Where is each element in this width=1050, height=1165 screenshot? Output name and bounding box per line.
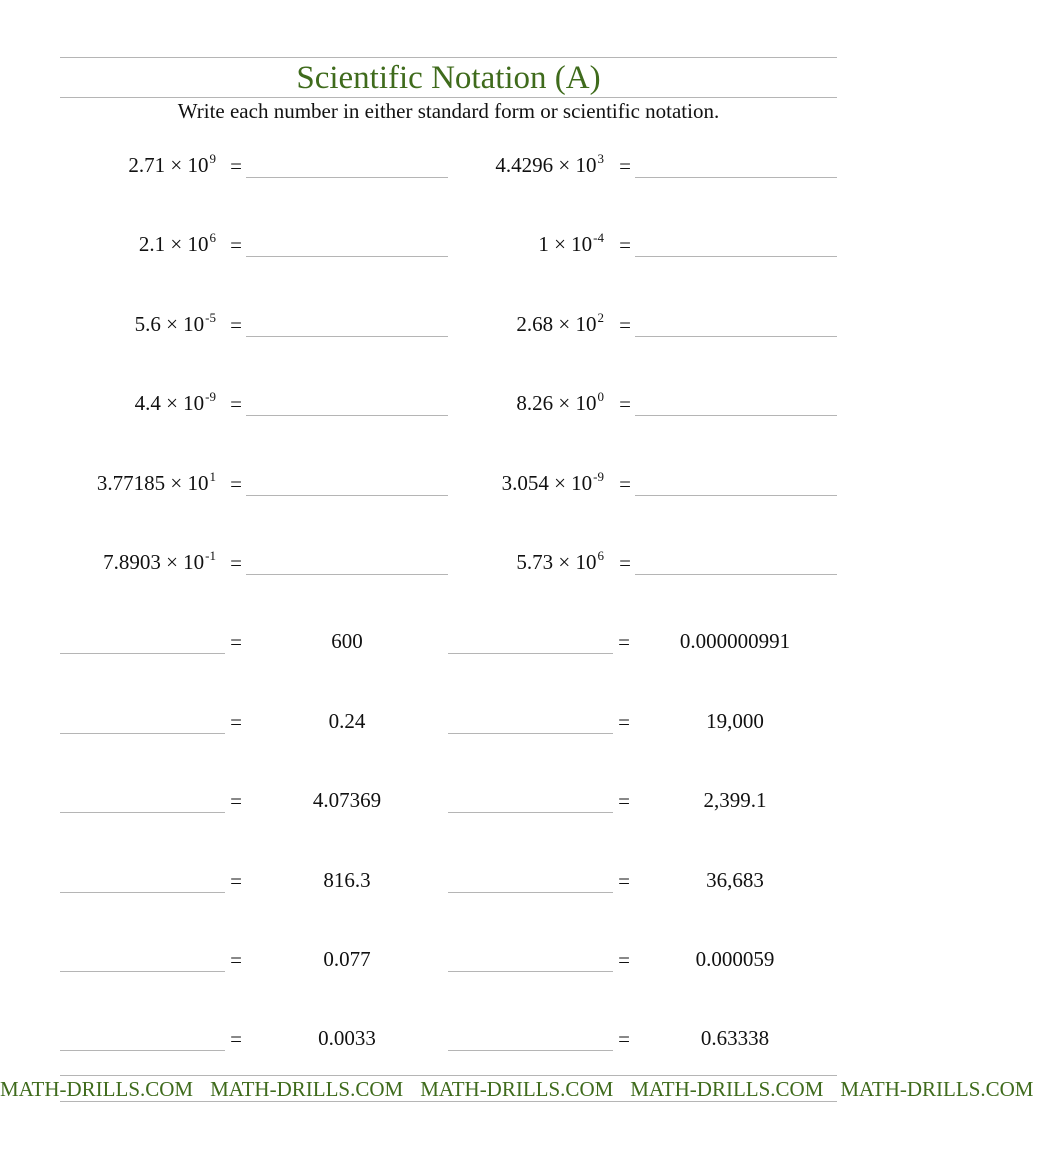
sci-expression [516,390,604,416]
exponent: -9 [205,389,216,405]
answer-blank[interactable] [246,336,448,337]
answer-blank[interactable] [635,495,837,496]
standard-value: 2,399.1 [703,788,767,813]
equals-sign: = [230,233,242,258]
times-ten: × 10 [558,391,597,416]
answer-blank[interactable] [448,892,613,893]
exponent: 6 [209,230,216,246]
exponent: -1 [205,548,216,563]
answer-blank[interactable] [635,177,837,178]
equals-sign: = [618,868,630,893]
coefficient: 7.8903 [103,550,161,574]
answer-blank[interactable] [448,733,613,734]
equals-sign: = [618,630,630,655]
exponent: 2 [597,309,604,325]
footer-bottom-rule [60,1101,837,1102]
page-title: Scientific Notation (A) [296,60,601,96]
answer-blank[interactable] [635,256,837,257]
answer-blank[interactable] [60,971,225,972]
sci-expression [135,390,216,416]
equals-sign: = [619,392,631,417]
answer-blank[interactable] [448,812,613,813]
equals-sign: = [618,1027,630,1052]
times-ten: × 10 [170,470,209,495]
standard-value: 0.000000991 [679,629,791,654]
footer-watermark-text: MATH-DRILLS.COM [840,1077,1034,1101]
footer-watermark-track [0,1077,1050,1101]
times-ten: × 10 [558,550,597,574]
coefficient: 4.4 [134,391,161,416]
times-ten: × 10 [170,232,209,257]
answer-blank[interactable] [246,495,448,496]
coefficient: 3.054 [501,470,549,495]
exponent: 3 [597,151,604,166]
answer-blank[interactable] [60,1050,225,1051]
exponent: 6 [597,548,604,563]
coefficient: 4.4296 [495,153,554,177]
standard-value: 0.24 [328,708,366,733]
coefficient: 3.77185 [96,470,166,495]
equals-sign: = [230,868,242,893]
answer-blank[interactable] [448,971,613,972]
coefficient: 1 [538,232,549,257]
answer-blank[interactable] [60,653,225,654]
sci-expression [103,549,216,575]
answer-blank[interactable] [246,256,448,257]
equals-sign: = [619,551,631,575]
equals-sign: = [619,471,631,496]
times-ten: × 10 [558,153,597,177]
footer-watermark [0,1077,1034,1101]
footer-watermark-text: MATH-DRILLS.COM [420,1077,614,1101]
footer-watermark-text: MATH-DRILLS.COM [630,1077,824,1101]
equals-sign: = [619,154,631,178]
equals-sign: = [230,948,242,972]
standard-value: 19,000 [706,708,764,733]
exponent: -5 [205,309,216,325]
equals-sign: = [230,1027,242,1052]
times-ten: × 10 [554,232,593,257]
standard-value: 0.077 [323,947,371,971]
answer-blank[interactable] [448,653,613,654]
times-ten: × 10 [558,311,597,336]
equals-sign: = [618,948,630,972]
answer-blank[interactable] [635,574,837,575]
standard-value: 0.000059 [695,947,775,971]
sci-expression [502,470,604,496]
coefficient: 2.68 [516,311,554,336]
answer-blank[interactable] [246,177,448,178]
exponent: -9 [593,468,604,484]
answer-blank[interactable] [60,733,225,734]
exponent: -4 [593,230,604,246]
equals-sign: = [230,551,242,575]
answer-blank[interactable] [246,574,448,575]
standard-value: 4.07369 [312,788,382,813]
coefficient: 2.71 [128,153,166,177]
answer-blank[interactable] [635,336,837,337]
sci-expression [538,231,604,257]
coefficient: 2.1 [138,232,166,257]
equals-sign: = [230,789,242,814]
sci-expression [135,311,216,337]
equals-sign: = [230,709,242,734]
times-ten: × 10 [170,153,209,177]
exponent: 0 [597,389,604,405]
standard-value: 600 [331,629,363,654]
equals-sign: = [618,789,630,814]
coefficient: 5.6 [134,311,161,336]
answer-blank[interactable] [246,415,448,416]
footer-watermark-text: MATH-DRILLS.COM [210,1077,404,1101]
sci-expression [516,311,604,337]
answer-blank[interactable] [60,892,225,893]
exponent: 9 [209,151,216,166]
coefficient: 8.26 [516,391,554,416]
equals-sign: = [230,471,242,496]
times-ten: × 10 [166,550,205,574]
standard-value: 36,683 [706,867,764,892]
equals-sign: = [230,154,242,178]
footer-top-rule [60,1075,837,1076]
answer-blank[interactable] [60,812,225,813]
times-ten: × 10 [166,311,205,336]
exponent: 1 [209,468,216,484]
answer-blank[interactable] [635,415,837,416]
equals-sign: = [619,233,631,258]
standard-value: 0.0033 [318,1026,376,1051]
coefficient: 5.73 [516,550,554,574]
answer-blank[interactable] [448,1050,613,1051]
sci-expression [516,549,604,575]
standard-value: 0.63338 [700,1026,770,1051]
sci-expression [495,152,604,178]
times-ten: × 10 [554,470,593,495]
instructions: Write each number in either standard form or scientific notation. [177,99,720,123]
footer-watermark-text: MATH-DRILLS.COM [0,1077,194,1101]
sci-expression [128,152,216,178]
equals-sign: = [230,392,242,417]
sci-expression [97,470,216,496]
equals-sign: = [230,630,242,655]
standard-value: 816.3 [323,867,371,892]
equals-sign: = [619,312,631,337]
equals-sign: = [618,709,630,734]
equals-sign: = [230,312,242,337]
sci-expression [139,231,216,257]
times-ten: × 10 [166,391,205,416]
